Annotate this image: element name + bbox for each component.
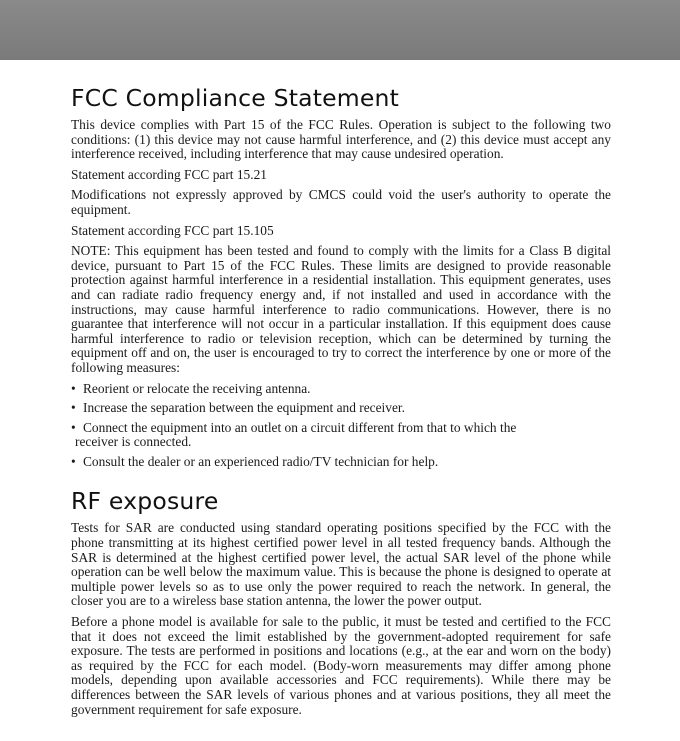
document-page [71, 84, 611, 723]
rf-paragraph-certification: Before a phone model is available for sale to the public, it must be tested and certified to the FCC that it does not exceed the limit established by the government-adopted requirement for safe exposure. The tests are performed in positions and locations (e.g., at the ear and worn on the body) as required by the FCC for each model. (Body-worn measurements may differ among phone models, depending upon available accessories and FCC requirements). While there may be differences between the SAR levels of various phones and at various positions, they all meet the government requirement for safe exposure. [71, 614, 611, 717]
list-item-text: Increase the separation between the equipment and receiver. [83, 400, 405, 416]
rf-exposure-heading: RF exposure [71, 487, 219, 516]
bullet-icon: • [71, 419, 76, 435]
fcc-statement-15-21: Statement according FCC part 15.21 [71, 166, 267, 182]
bullet-icon: • [71, 400, 76, 416]
list-item-text: Connect the equipment into an outlet on a circuit different from that to which the [83, 419, 517, 435]
bullet-icon: • [71, 380, 76, 396]
bullet-icon: • [71, 453, 76, 469]
fcc-paragraph-conditions: This device complies with Part 15 of the FCC Rules. Operation is subject to the following two conditions: (1) this device may not cause harmful interference, and (2) this device must accept any interference received, including interference that may cause undesired operation. [71, 117, 611, 162]
fcc-note-paragraph [71, 244, 611, 375]
fcc-statement-15-105: Statement according FCC part 15.105 [71, 222, 274, 238]
fcc-paragraph-modifications: Modifications not expressly approved by CMCS could void the user's authority to operate the equipment. [71, 187, 611, 217]
list-item [71, 421, 611, 450]
top-banner [0, 0, 680, 60]
note-text: : This equipment has been tested and found to comply with the limits for a Class B digital device, pursuant to Part 15 of the FCC Rules. These limits are designed to provide reasonable protection against harmful interference in a residential installation. This equipment generates, uses and can radiate radio frequency energy and, if not installed and used in accordance with the instructions, may cause harmful interference to radio communications. However, there is no guarantee that interference will not occur in a particular installation. If this equipment does cause harmful interference to radio or television reception, which can be determined by turning the equipment off and on, the user is encouraged to try to correct the interference by one or more of the following measures: [71, 243, 611, 375]
rf-paragraph-sar-tests: Tests for SAR are conducted using standard operating positions specified by the FCC with the phone transmitting at its highest certified power level in all tested frequency bands. Although the SAR is determined at the highest certified power level, the actual SAR level of the phone while operation can be well below the maximum value. This is because the phone is designed to operate at multiple power levels so as to use only the power required to reach the network. In general, the closer you are to a wireless base station antenna, the lower the power output. [71, 520, 611, 609]
list-item [71, 401, 611, 416]
list-item [71, 455, 611, 470]
list-item-text: Reorient or relocate the receiving antenna. [83, 380, 311, 396]
list-item-continuation: receiver is connected. [75, 434, 192, 450]
fcc-measures-list [71, 382, 611, 470]
fcc-heading: FCC Compliance Statement [71, 84, 400, 112]
note-label: NOTE [71, 243, 107, 259]
list-item-text: Consult the dealer or an experienced radio/TV technician for help. [83, 453, 439, 469]
list-item [71, 382, 611, 397]
